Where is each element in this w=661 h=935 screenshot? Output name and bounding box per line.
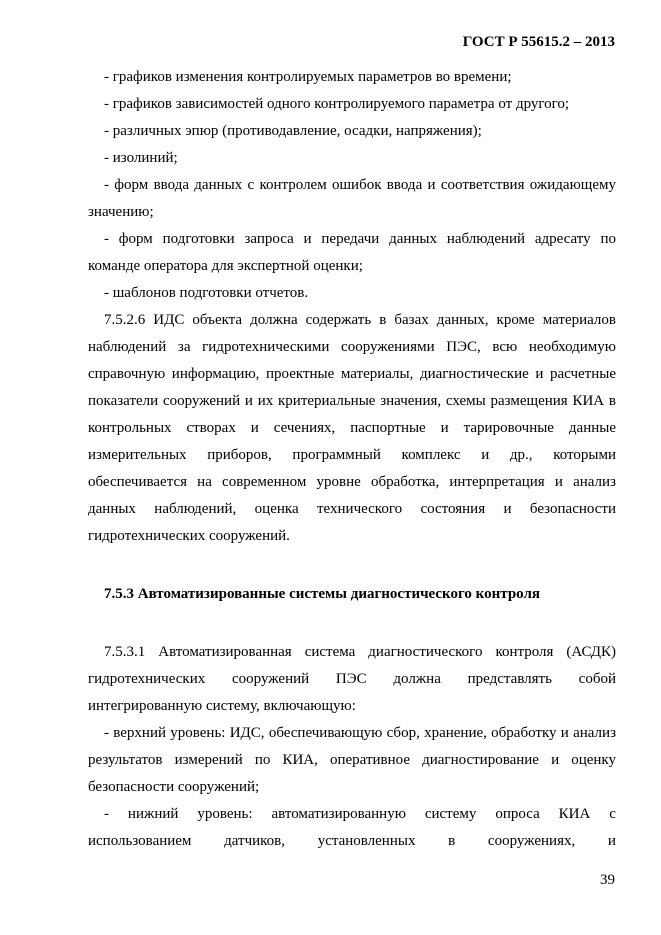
- page-body: [88, 64, 616, 855]
- list-item: - различных эпюр (противодавление, осадки, напряжения);: [104, 123, 482, 139]
- page-number: 39: [600, 872, 615, 888]
- list-item: - форм подготовки запроса и передачи данных наблюдений адресату по команде оператора для экспертной оценки;: [88, 231, 616, 274]
- word: автоматизированную: [271, 806, 406, 822]
- word: систему: [424, 806, 477, 822]
- list-item-upper-level: - верхний уровень: ИДС, обеспечивающую сбор, хранение, обработку и анализ результатов измерений по КИА, оперативное диагностирование и оценку безопасности сооружений;: [88, 725, 616, 795]
- list-item: - графиков изменения контролируемых параметров во времени;: [104, 69, 512, 85]
- list-item: - изолиний;: [104, 150, 178, 166]
- list-item-lower-level-line-1: [88, 801, 616, 828]
- list-item: - шаблонов подготовки отчетов.: [104, 285, 309, 301]
- word: сооружениях,: [487, 833, 576, 849]
- word: установленных: [317, 833, 416, 849]
- clause-7-5-3-1: 7.5.3.1 Автоматизированная система диагностического контроля (АСДК) гидротехнических сооружений ПЭС должна представлять собой интегрированную систему, включающую:: [88, 644, 616, 714]
- clause-7-5-2-6: 7.5.2.6 ИДС объекта должна содержать в базах данных, кроме материалов наблюдений за гидротехническими сооружениями ПЭС, всю необходимую справочную информацию, проектные материалы, диагностические и расчетные показатели сооружений и их критериальные значения, схемы размещения КИА в контрольных створах и сечениях, паспортные и тарировочные данные измерительных приборов, программный комплекс и др., которыми обеспечивается на современном уровне обработка, интерпретация и анализ данных наблюдений, оценка технического состояния и безопасности гидротехнических сооружений.: [88, 312, 616, 544]
- list-item: - графиков зависимостей одного контролируемого параметра от другого;: [104, 96, 570, 112]
- word: с: [609, 806, 616, 822]
- word: датчиков,: [224, 833, 286, 849]
- list-item-lower-level-line-2: [88, 828, 616, 855]
- section-heading-7-5-3: 7.5.3 Автоматизированные системы диагностического контроля: [104, 586, 540, 602]
- list-item: - форм ввода данных с контролем ошибок ввода и соответствия ожидающему значению;: [88, 177, 616, 220]
- word: опроса: [495, 806, 540, 822]
- document-standard-id: ГОСТ Р 55615.2 – 2013: [462, 34, 615, 50]
- word: КИА: [558, 806, 591, 822]
- word: в: [448, 833, 456, 849]
- word: -: [104, 806, 109, 822]
- word: использованием: [88, 833, 192, 849]
- word: уровень:: [197, 806, 253, 822]
- word: нижний: [127, 806, 179, 822]
- word: и: [607, 833, 616, 849]
